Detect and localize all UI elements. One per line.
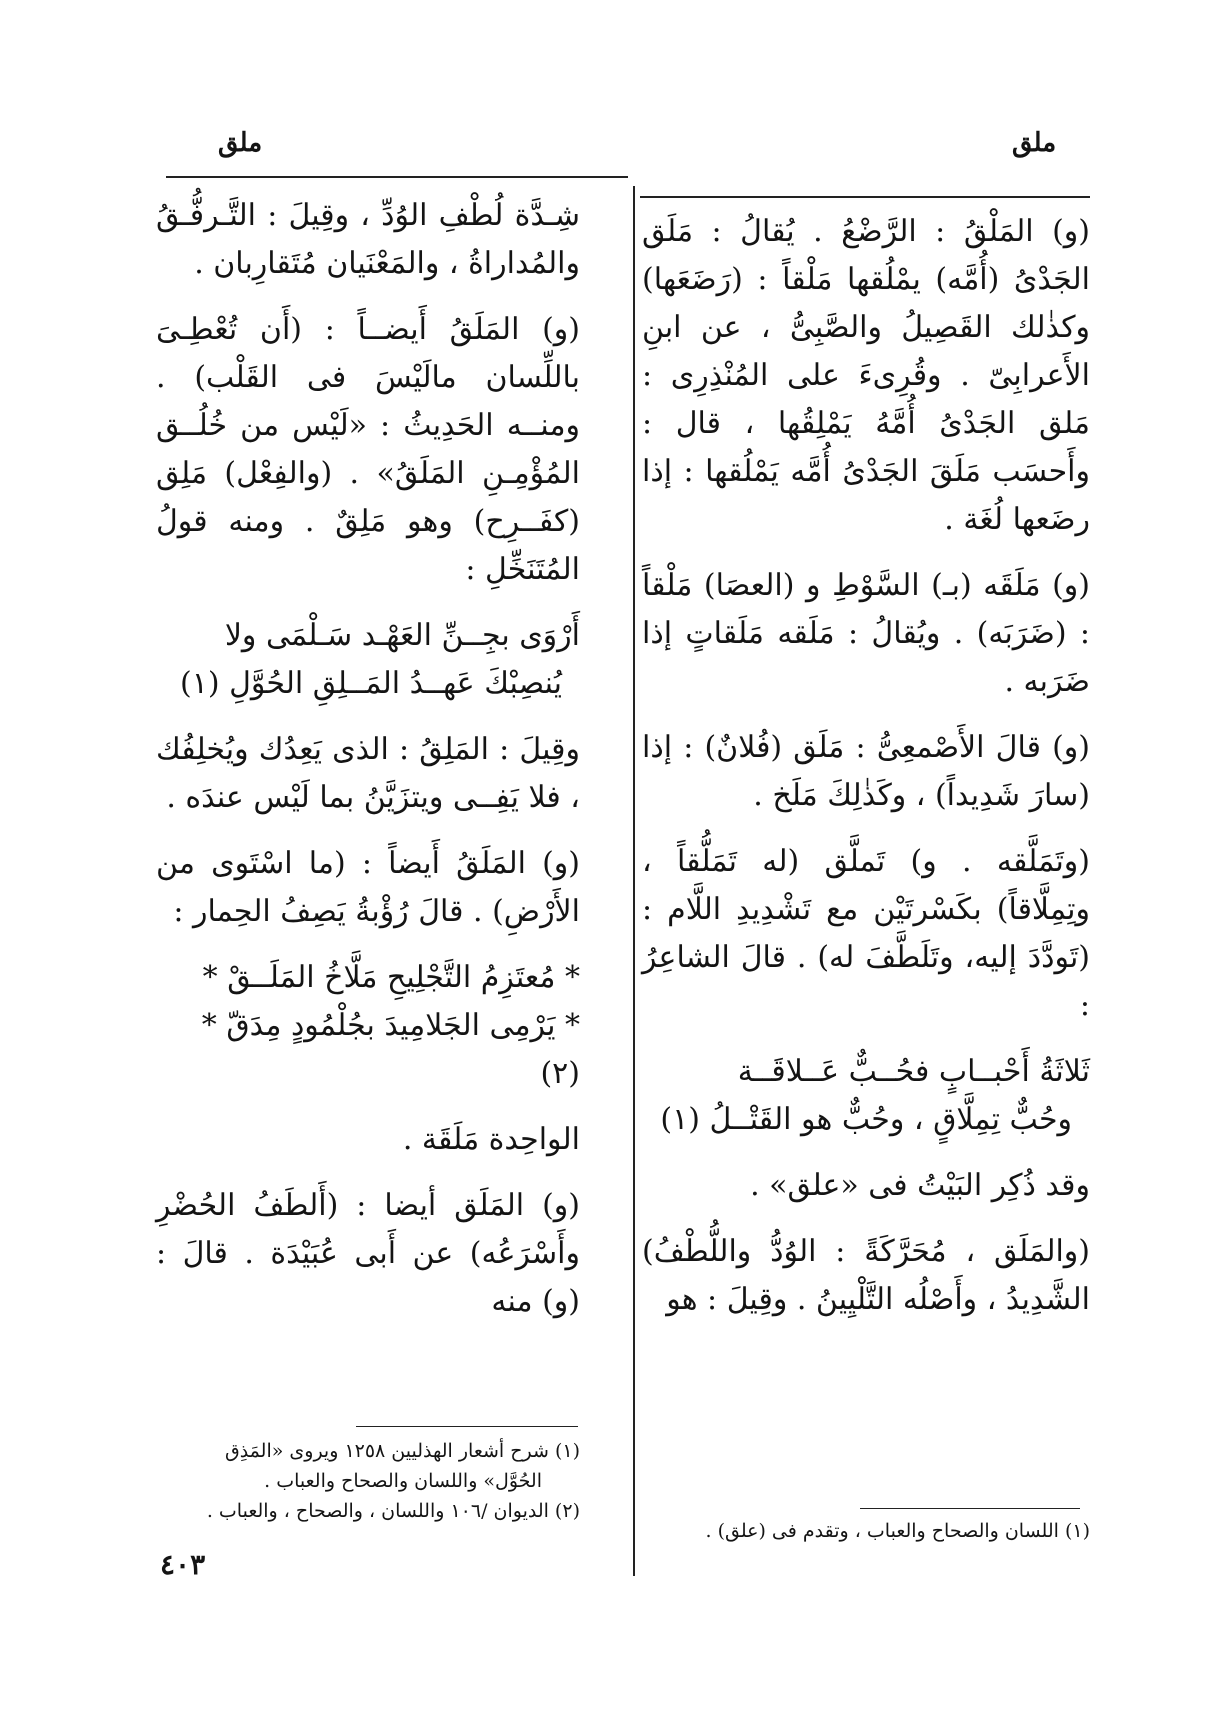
footnote-continuation: الحُوَّل» واللسان والصحاح والعباب . <box>264 1470 542 1492</box>
verse-line: * يَرْمِى الجَلامِيدَ بجُلْمُودٍ مِدَقّ * (٢) <box>201 1008 580 1091</box>
footnote: (١) شرح أشعار الهذليين ١٢٥٨ ويروى «المَذِق <box>224 1440 580 1462</box>
verse-line: * مُعتَزِمُ التَّجْلِيحِ مَلَّاخُ المَلَــقْ * <box>202 960 580 995</box>
verse-line: يُنصِبْكَ عَهــدُ المَــلِقِ الحُوَّلِ (١) <box>180 666 562 701</box>
footnote-rule-left <box>356 1426 578 1427</box>
poetry-verse <box>156 954 580 1098</box>
entry-paragraph: (و) المَلَقُ أَيضــاً : (أَن تُعْطِـىَ باللِّسان مالَيْسَ فى القَلْب) . ومنــه الحَدِيثُ : «لَيْس من خُلُــق المُؤْمِـنِ المَلَقُ» . (والفِعْل) مَلِق (كفَــرِح) وهو مَلِقٌ . ومنه قولُ المُتَنَخِّلِ : <box>156 312 580 587</box>
running-headword-right: ملق <box>1012 128 1057 158</box>
left-column <box>156 192 580 1344</box>
entry-paragraph: وقِيلَ : المَلِقُ : الذى يَعِدُك ويُخلِفُك ، فلا يَفِــى ويتزَيَّنُ بما لَيْس عندَه . <box>156 732 580 815</box>
footnote: (١) اللسان والصحاح والعباب ، وتقدم فى (علق) . <box>705 1520 1090 1542</box>
running-headword-left: ملق <box>218 128 263 158</box>
entry-paragraph: (وتَمَلَّقه . و) تَملَّق (له تَمَلُّقاً ، وتِمِلَّاقاً) بكَسْرتَيْن مع تَشْدِيدِ اللَّام : (تَودَّدَ إليه، وتَلَطَّفَ له) . قالَ الشاعِرُ : <box>642 844 1090 1023</box>
poetry-verse <box>156 612 580 708</box>
entry-paragraph: (و) مَلَقَه (بـ) السَّوْطِ و (العصَا) مَلْقاً : (ضَرَبَه) . ويُقالُ : مَلَقه مَلَقاتٍ إذا ضَرَبه . <box>642 568 1090 699</box>
right-column <box>642 208 1090 1342</box>
header-rule-right <box>640 196 1090 198</box>
header-rule-left <box>166 176 628 178</box>
entry-paragraph: (و) المَلَقُ أَيضاً : (ما اسْتَوى من الأَرْضِ) . قالَ رُؤْبةُ يَصِفُ الحِمار : <box>156 846 580 929</box>
entry-paragraph: (و) قالَ الأَصْمعِىُّ : مَلَق (فُلانٌ) : إذا (سارَ شَدِيداً) ، وكَذٰلِكَ مَلَخ . <box>642 730 1090 813</box>
footnotes-right <box>642 1516 1090 1546</box>
page-number: ٤٠٣ <box>160 1548 206 1581</box>
column-divider <box>633 186 635 1576</box>
entry-paragraph: (والمَلَق ، مُحَرَّكَةً : الوُدُّ واللُّطْفُ) الشَّدِيدُ ، وأَصْلُه التَّلْيِينُ . وقِيلَ : هو <box>642 1234 1090 1317</box>
entry-paragraph: (و) المَلْقُ : الرَّضْعُ . يُقالُ : مَلَق الجَدْىُ (أُمَّه) يمْلُقها مَلْقاً : (رَضَعَها) وكذٰلك القَصِيلُ والصَّبِىُّ ، عن ابنِ الأَعرابِىّ . وقُرِىءَ على المُنْذِرِى : مَلق الجَدْىُ أُمَّهُ يَمْلِقُها ، قال : وأَحسَب مَلَقَ الجَدْىُ أُمَّه يَمْلُقها : إذا رضَعها لُغَة . <box>642 214 1090 537</box>
verse-line: ثَلاثَةُ أَحْبــابٍ فحُــبٌّ عَــلاقَــة <box>737 1054 1090 1089</box>
footnote: (٢) الديوان /١٠٦ واللسان ، والصحاح ، والعباب . <box>206 1500 580 1522</box>
entry-paragraph: (و) المَلَق أيضا : (أَلطَفُ الحُضْرِ وأَسْرَعُه) عن أَبى عُبَيْدَة . قالَ : (و) منه <box>156 1188 580 1319</box>
entry-paragraph: شِـدَّة لُطْفِ الوُدِّ ، وقِيلَ : التَّـرفُّـقُ والمُداراةُ ، والمَعْنَيان مُتَقارِبان . <box>156 198 580 281</box>
footnotes-left <box>156 1436 580 1526</box>
poetry-verse <box>642 1048 1090 1144</box>
verse-line: وحُبٌّ تِمِلَّاقٍ ، وحُبٌّ هو القَتْــلُ (١) <box>660 1102 1072 1137</box>
verse-line: أَرْوَى بجِــنِّ العَهْـد سَـلْمَى ولا <box>224 618 580 653</box>
entry-paragraph: وقد ذُكِر البَيْتُ فى «علق» . <box>750 1168 1090 1203</box>
entry-paragraph: الواحِدة مَلَقَة . <box>402 1122 580 1157</box>
footnote-rule-right <box>860 1508 1080 1509</box>
